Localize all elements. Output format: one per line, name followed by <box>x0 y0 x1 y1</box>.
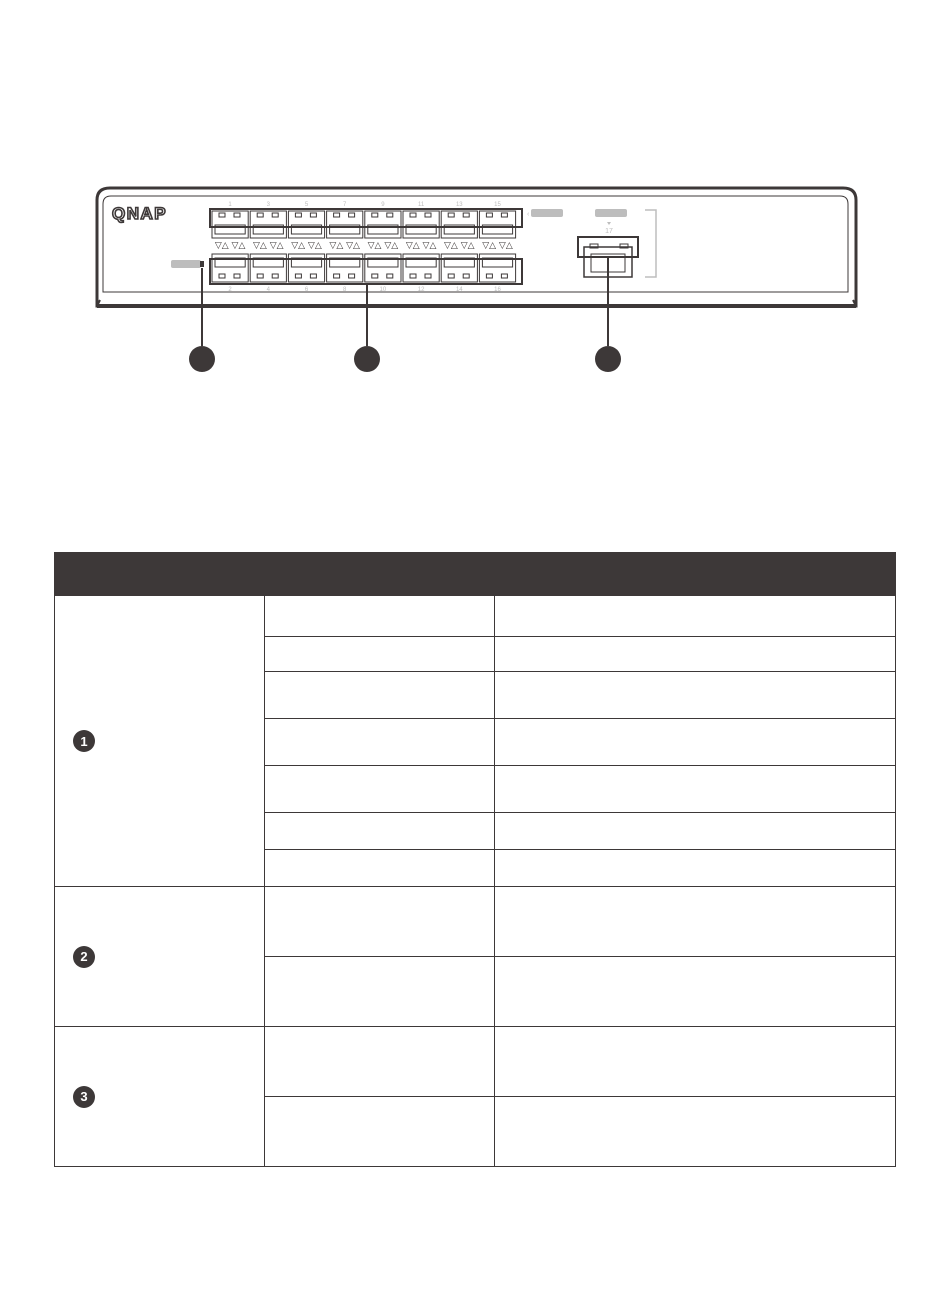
svg-text:‹: ‹ <box>527 211 530 218</box>
port-led-indicator-icon: ▽△ ▽△ <box>214 241 246 251</box>
sfp-port-number: 15 <box>494 202 501 208</box>
table-cell <box>265 719 495 766</box>
sfp-port-number: 10 <box>379 287 387 293</box>
port-led-indicator-icon: ▽△ ▽△ <box>367 241 399 251</box>
table-cell <box>265 1097 495 1167</box>
table-cell <box>265 766 495 813</box>
number-badge: 3 <box>73 1086 95 1108</box>
port-led-indicator-icon: ▽△ ▽△ <box>405 241 437 251</box>
table-cell <box>495 850 896 887</box>
table-row <box>55 887 896 957</box>
port-led-indicator-icon: ▽△ ▽△ <box>329 241 360 251</box>
sfp-port-number: 7 <box>343 202 347 208</box>
sfp-port-number: 5 <box>304 202 309 208</box>
sfp-port-number: 8 <box>343 287 347 293</box>
group-number-cell <box>55 596 265 887</box>
table-cell <box>265 637 495 672</box>
sfp-speed-label <box>527 209 563 218</box>
sfp-port-number: 13 <box>455 202 463 208</box>
table-row <box>55 1027 896 1097</box>
sfp-port-number: 14 <box>455 287 463 293</box>
number-badge: 2 <box>73 946 95 968</box>
port-led-indicator-icon: ▽△ ▽△ <box>253 241 284 251</box>
group-number-cell <box>55 1027 265 1167</box>
table-cell <box>265 813 495 850</box>
header-cell <box>265 553 495 596</box>
port-led-indicator-icon: ▽△ ▽△ <box>291 241 322 251</box>
table-cell <box>495 957 896 1027</box>
table-cell <box>265 957 495 1027</box>
table-cell <box>495 813 896 850</box>
table-cell <box>265 887 495 957</box>
table-cell <box>265 672 495 719</box>
table-cell <box>265 1027 495 1097</box>
number-badge: 1 <box>73 730 95 752</box>
sfp-port-number: 16 <box>494 287 501 293</box>
sfp-port-number: 11 <box>417 202 425 208</box>
table-cell <box>495 766 896 813</box>
port-led-indicator-icon: ▽△ ▽△ <box>444 241 475 251</box>
table-cell <box>495 596 896 637</box>
sfp-port-number: 12 <box>417 287 425 293</box>
group-number-cell <box>55 887 265 1027</box>
table-cell <box>495 1027 896 1097</box>
table-row <box>55 596 896 637</box>
component-table <box>54 552 896 1167</box>
sfp-port-number: 2 <box>228 287 232 293</box>
header-cell <box>55 553 265 596</box>
rj45-port-number: 17 <box>605 228 613 235</box>
table-cell <box>265 596 495 637</box>
status-led-label <box>171 260 204 268</box>
switch-chassis <box>97 188 856 306</box>
table-cell <box>495 1097 896 1167</box>
switch-front-panel-figure <box>0 0 950 400</box>
sfp-port-number: 1 <box>228 202 232 208</box>
table-cell <box>495 672 896 719</box>
sfp-port-number: 3 <box>266 202 270 208</box>
port-led-indicator-icon: ▽△ ▽△ <box>482 241 513 251</box>
header-cell <box>495 553 896 596</box>
table-cell <box>495 637 896 672</box>
sfp-port-number: 9 <box>381 202 385 208</box>
table-cell <box>495 719 896 766</box>
sfp-port-number: 4 <box>266 287 270 293</box>
table-cell <box>495 887 896 957</box>
table-header-row <box>55 553 896 596</box>
table-cell <box>265 850 495 887</box>
sfp-port-number: 6 <box>304 287 309 293</box>
qnap-logo: QNAP <box>112 204 168 223</box>
